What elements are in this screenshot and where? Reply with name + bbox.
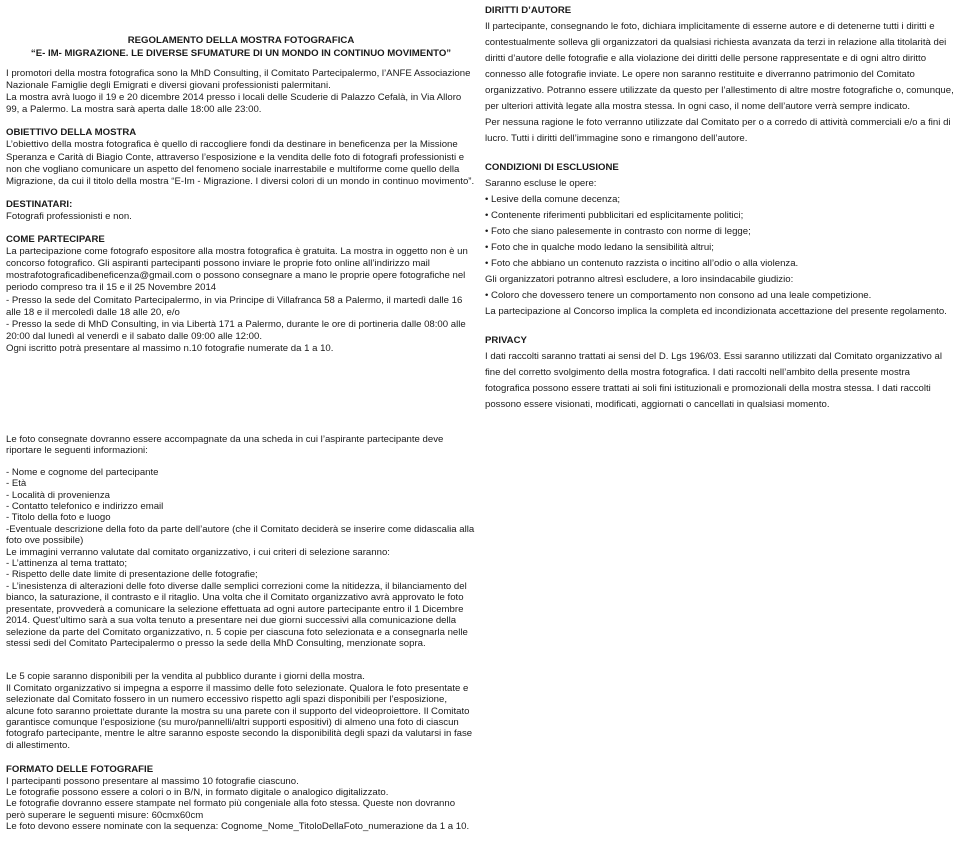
left-column (6, 34, 476, 355)
heading-obiettivo: OBIETTIVO DELLA MOSTRA (6, 127, 137, 139)
destinatari-text: Fotografi professionisti e non. (6, 210, 132, 222)
diritti-text: Per nessuna ragione le foto verranno utilizzate dal Comitato per o a corredo di attività commerciali e/o a fini di lucro. Tutti i diritti dell’immagine sono e rimangono dell’autore. (485, 117, 951, 144)
heading-destinatari: DESTINATARI: (6, 198, 73, 210)
scheda-intro: Le foto consegnate dovranno essere accompagnate da una scheda in cui l’aspirante partecipante deve riportare le seguenti informazioni: (6, 434, 444, 457)
esclusione-item: • Coloro che dovessero tenere un comportamento non consono ad una leale competizione. (485, 290, 872, 301)
criteri-item: - L’inesistenza di alterazioni delle foto diverse dalle semplici correzioni come la nitidezza, il bilanciamento del bianco, la saturazione, il contrasto e il ritaglio. Una volta che il Comitato organizzativo avrà approvato le foto presentate, provvederà a comunicare la selezione effettuata ad ogni autore partecipante entro il 1 Dicembre 2014. Quest’ultimo sarà a sua volta tenuto a presentare nei due giorni successivi alla comunicazione della selezione da parte del Comitato organizzativo, n. 5 copie per ciascuna foto selezionata e a consegnarla nelle stessi sedi del Comitato Partecipalermo o presso la sede della MhD Consulting, menzionate sopra. (6, 580, 468, 649)
formato-line: Le fotografie possono essere a colori o in B/N, in formato digitale o analogico digitalizzato. (6, 786, 389, 798)
criteri-intro: Le immagini verranno valutate dal comitato organizzativo, i cui criteri di selezione saranno: (6, 546, 390, 558)
scheda-item: - Titolo della foto e luogo (6, 512, 111, 524)
heading-diritti: DIRITTI D’AUTORE (485, 5, 572, 16)
esclusione-item: • Foto che siano palesemente in contrasto con norme di legge; (485, 226, 751, 237)
esclusione-item: • Contenente riferimenti pubblicitari ed esplicitamente politici; (485, 210, 744, 221)
esclusione-item: • Lesive della comune decenza; (485, 194, 621, 205)
heading-privacy: PRIVACY (485, 335, 527, 346)
copie-text: Il Comitato organizzativo si impegna a esporre il massimo delle foto selezionate. Qualora le foto presentate e selezionate dal Comitato fossero in un numero eccessivo rispetto agli spazi disponibili per l’esposizione, alcune foto saranno proiettate durante la mostra su una parete con il supporto del videoproiettore. Il Comitato garantisce comunque l’esposizione (su muro/pannelli/altri supporti espositivi) di almeno una foto di ciascun fotografo partecipante, mentre le altre saranno esposte secondo la disponibilità degli spazi da valutarsi in fase di allestimento. (6, 682, 473, 751)
scheda-item: -Eventuale descrizione della foto da parte dell’autore (che il Comitato deciderà se inserire come didascalia alla foto ove possibile) (6, 523, 475, 547)
esclusione-intro: Saranno escluse le opere: (485, 178, 597, 189)
title-line-1: REGOLAMENTO DELLA MOSTRA FOTOGRAFICA (127, 35, 355, 46)
obiettivo-text: L’obiettivo della mostra fotografica è quello di raccogliere fondi da destinare in beneficenza per la Missione Speranza e Carità di Biagio Conte, attraverso l’esposizione e la vendita delle foto di fotografi professionisti e non che vogliano comunicare un aspetto del fenomeno sociale inarrestabile e multiforme come quello della Migrazione, da cui il titolo della mostra “E-Im - Migrazione. I diversi colori di un mondo in continuo movimento”. (6, 139, 475, 187)
scheda-item: - Località di provenienza (6, 489, 110, 501)
esclusione-item: • Foto che in qualche modo ledano la sensibilità altrui; (485, 242, 714, 253)
diritti-text: Il partecipante, consegnando le foto, dichiara implicitamente di esserne autore e di detenerne tutti i diritti e contestualmente solleva gli organizzatori da qualsiasi richiesta avanzata da terzi in relazione alla titolarità dei diritti d’autore delle fotografie e alla violazione dei diritti delle persone rappresentate e di ogni altro diritto connesso alle fotografie inviate. Le opere non saranno restituite e diverranno patrimonio del Comitato organizzativo. Potranno essere utilizzate da questo per l’allestimento di altre mostre fotografiche o, comunque, per ulteriori attività legate alla mostra stessa. In ogni caso, il nome dell’autore verrà sempre indicato. (485, 21, 954, 112)
intro-luogo: La mostra avrà luogo il 19 e 20 dicembre 2014 presso i locali delle Scuderie di Palazzo Cefalà, in Via Alloro 99, a Palermo. La mostra sarà aperta dalle 18:00 alle 23:00. (6, 92, 462, 116)
left-column-lower (6, 434, 476, 833)
copie-text: Le 5 copie saranno disponibili per la vendita al pubblico durante i giorni della mostra. (6, 671, 365, 683)
partecipare-line: - Presso la sede di MhD Consulting, in via Libertà 171 a Palermo, durante le ore di portineria dalle 08:00 alle 20:00 dal lunedì al venerdì e il sabato dalle 09:00 alle 12:00. (6, 318, 466, 342)
criteri-item: - L’attinenza al tema trattato; (6, 558, 128, 570)
formato-line: I partecipanti possono presentare al massimo 10 fotografie ciascuno. (6, 775, 299, 787)
right-column (485, 3, 955, 413)
scheda-item: - Contatto telefonico e indirizzo email (6, 501, 164, 513)
intro-promotori: I promotori della mostra fotografica sono la MhD Consulting, il Comitato Partecipalermo, l’ANFE Associazione Nazionale Famiglie degli Emigrati e diversi giovani professionisti palermitani. (6, 68, 471, 92)
heading-formato: FORMATO DELLE FOTOGRAFIE (6, 764, 154, 776)
document-title (6, 34, 476, 60)
heading-come-partecipare: COME PARTECIPARE (6, 234, 105, 246)
esclusione-giudizio: Gli organizzatori potranno altresì escludere, a loro insindacabile giudizio: (485, 274, 794, 285)
title-line-2: “E- IM- MIGRAZIONE. LE DIVERSE SFUMATURE DI UN MONDO IN CONTINUO MOVIMENTO” (30, 48, 452, 59)
esclusione-closing: La partecipazione al Concorso implica la completa ed incondizionata accettazione del presente regolamento. (485, 306, 947, 317)
criteri-item: - Rispetto delle date limite di presentazione delle fotografie; (6, 569, 258, 581)
formato-line: Le fotografie dovranno essere stampate nel formato più congeniale alla foto stessa. Queste non dovranno però superare le seguenti misure: 60cmx60cm (6, 798, 456, 821)
esclusione-item: • Foto che abbiano un contenuto razzista o incitino all’odio o alla violenza. (485, 258, 799, 269)
scheda-item: - Nome e cognome del partecipante (6, 466, 159, 478)
formato-line: Le foto devono essere nominate con la sequenza: Cognome_Nome_TitoloDellaFoto_numerazione da 1 a 10. (6, 821, 470, 833)
partecipare-line: La partecipazione come fotografo espositore alla mostra fotografica è gratuita. La mostra in oggetto non è un concorso fotografico. Gli aspiranti partecipanti possono inviare le proprie foto online all’indirizzo mail mostrafotograficadibeneficenza@gmail.com o possono consegnare a mano le proprie opere fotografiche nel periodo compreso tra il 15 e il 25 Novembre 2014 (6, 246, 468, 294)
partecipare-line: - Presso la sede del Comitato Partecipalermo, in via Principe di Villafranca 58 a Palermo, il martedì dalle 16 alle 18 e il mercoledì dalle 18 alle 20, e/o (6, 294, 463, 318)
partecipare-line: Ogni iscritto potrà presentare al massimo n.10 fotografie numerate da 1 a 10. (6, 342, 334, 354)
scheda-item: - Età (6, 478, 27, 490)
privacy-text: I dati raccolti saranno trattati ai sensi del D. Lgs 196/03. Essi saranno utilizzati dal Comitato organizzativo al fine del corretto svolgimento della mostra fotografica. I dati raccolti nell’ambito della presente mostra fotografica possono essere trattati ai soli fini istituzionali e promozionali della mostra stessa. I dati raccolti possono essere visionati, modificati, aggiornati o cancellati in qualsiasi momento. (485, 351, 943, 410)
heading-esclusione: CONDIZIONI DI ESCLUSIONE (485, 162, 619, 173)
